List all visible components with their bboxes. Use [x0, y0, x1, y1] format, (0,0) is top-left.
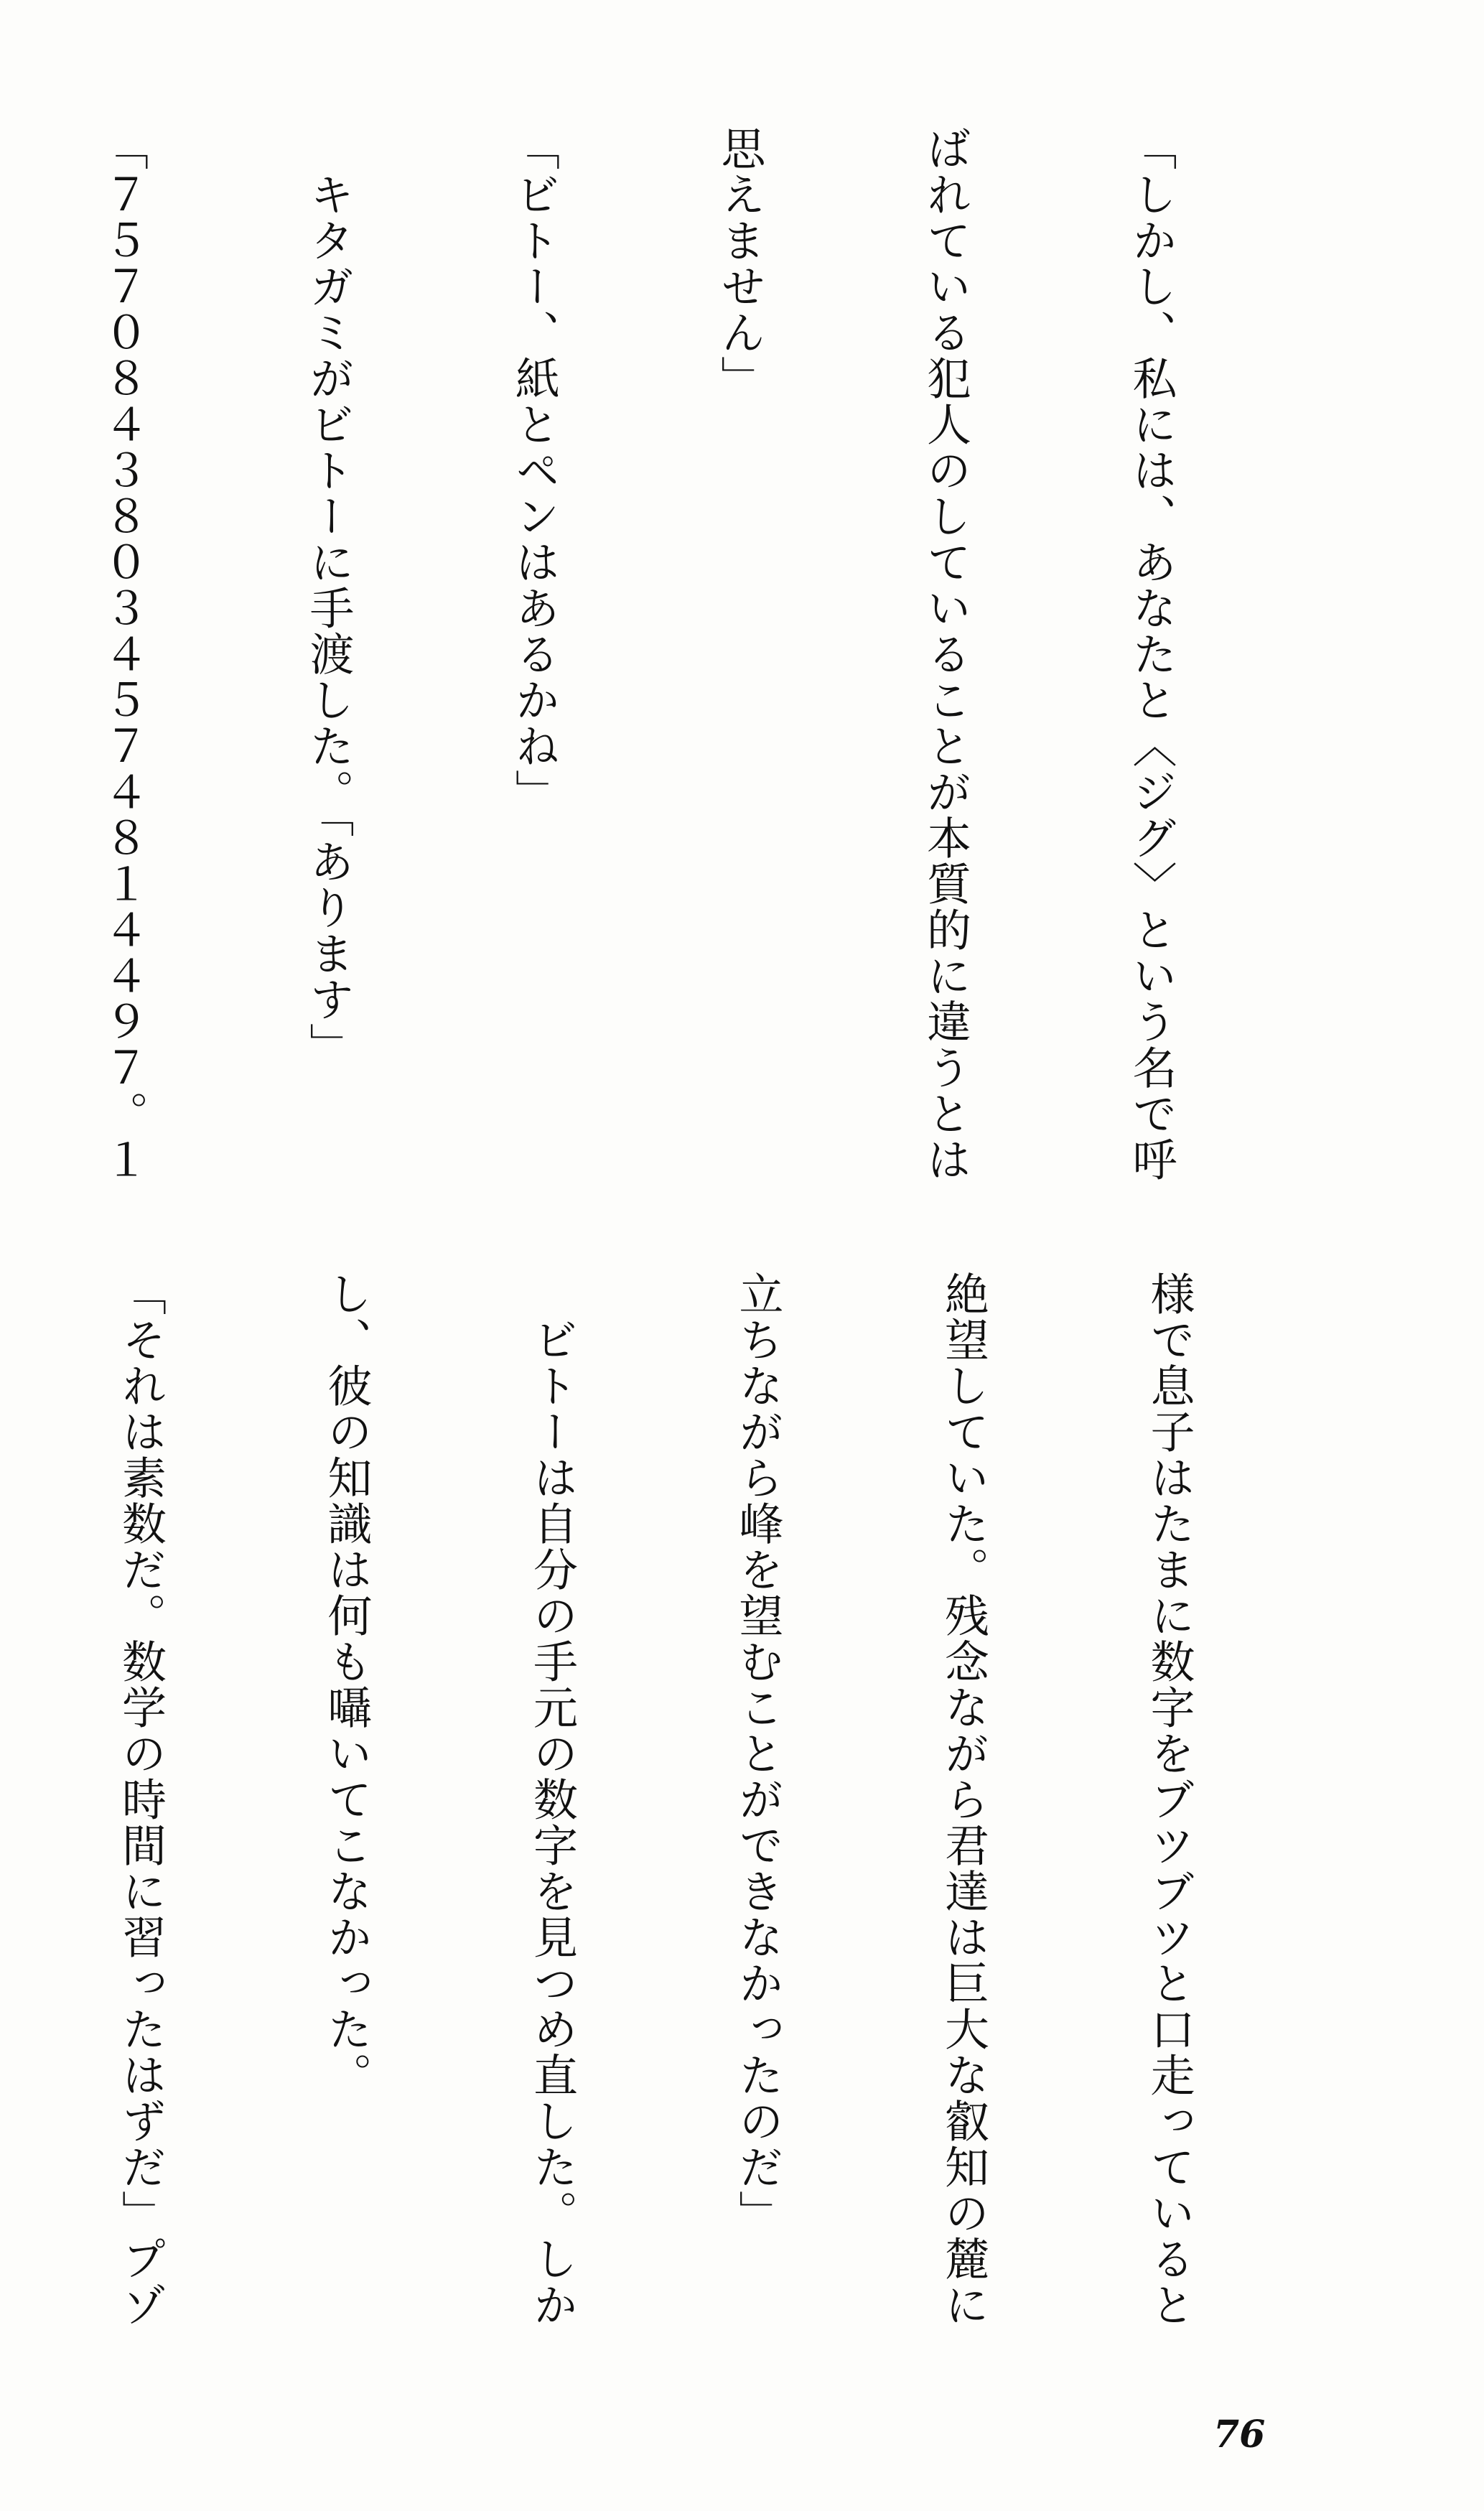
lower-text-block [0, 1271, 1340, 2420]
text-line: 絶望していた。残念ながら君達は巨大な叡知の麓に [937, 1271, 990, 2328]
text-line: し、彼の知識は何も囁いてこなかった。 [320, 1271, 373, 2098]
text-line: 「ビトー、紙とペンはあるかね」 [508, 126, 561, 815]
text-line: 思えません」 [714, 126, 766, 401]
page-number: 76 [1213, 2413, 1266, 2456]
text-line: ばれている犯人のしていることが本質的に違うとは [919, 126, 972, 1183]
text-line: キタガミがビトーに手渡した。「あります」 [302, 126, 355, 1068]
text-line: 立ちながら峰を望むことができなかったのだ」 [732, 1271, 784, 2236]
text-line: ビトーは自分の手元の数字を見つめ直した。しか [526, 1271, 579, 2328]
text-line: 「しかし、私には、あなたと〈ジグ〉という名で呼 [1125, 126, 1177, 1183]
text-line: 様で息子はたまに数字をブツブツと口走っていると [1143, 1271, 1195, 2328]
text-line: 「７５７０８４３８０３４５７４８１４４９７。１ [96, 126, 149, 1183]
upper-text-block [0, 126, 1322, 1246]
text-line: 「それは素数だ。数学の時間に習ったはずだ」プゾ [114, 1271, 167, 2328]
